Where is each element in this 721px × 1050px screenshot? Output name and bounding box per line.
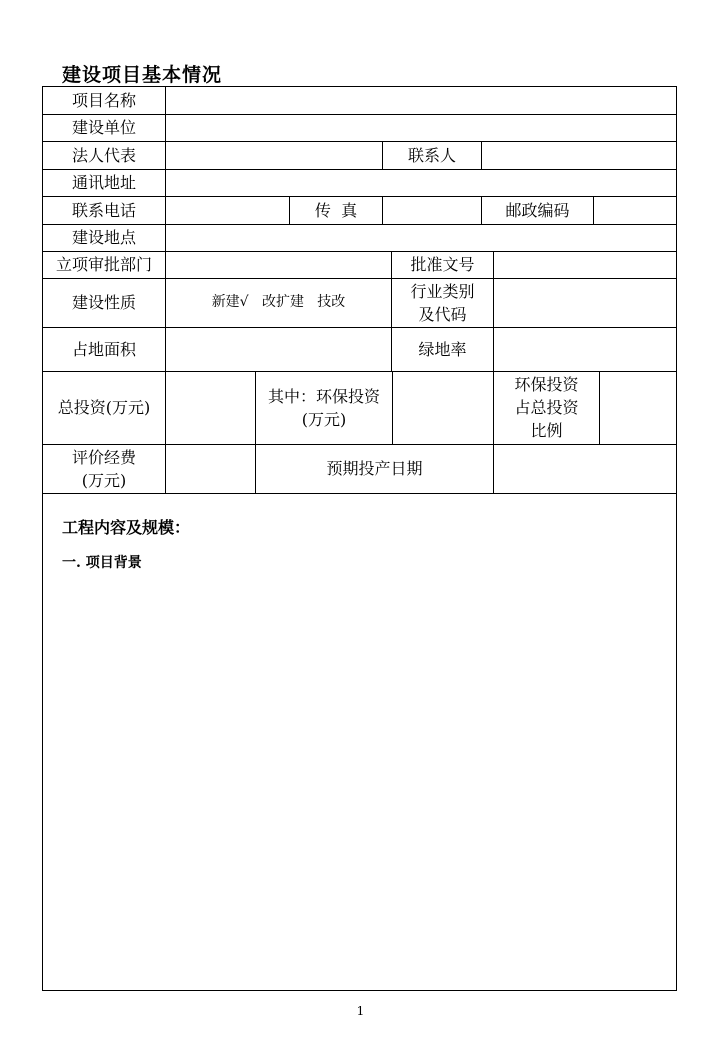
label-site: 建设地点 <box>71 228 136 247</box>
label-fee-line1: 评价经费 <box>71 447 136 467</box>
label-project-name: 项目名称 <box>71 91 136 110</box>
label-env-invest-line2: (万元) <box>301 409 347 429</box>
label-ratio-line2: 占总投资 <box>514 398 579 417</box>
start-date-field[interactable] <box>494 444 676 493</box>
env-invest-field[interactable] <box>393 371 493 444</box>
industry-field[interactable] <box>494 278 676 327</box>
nature-options[interactable]: 新建√ 改扩建 技改 <box>211 294 346 310</box>
label-fax: 传 真 <box>314 200 358 220</box>
approval-dept-field[interactable] <box>166 251 391 278</box>
contact-field[interactable] <box>482 141 676 169</box>
section-heading: 工程内容及规模： <box>62 518 191 537</box>
fee-field[interactable] <box>166 444 255 493</box>
page-number: 1 <box>356 1004 365 1018</box>
label-postcode: 邮政编码 <box>505 200 570 220</box>
phone-field[interactable] <box>166 196 289 224</box>
basic-info-form <box>42 86 677 991</box>
builder-field[interactable] <box>166 114 676 141</box>
green-field[interactable] <box>494 327 676 371</box>
label-phone: 联系电话 <box>71 200 136 220</box>
label-fee <box>43 444 165 493</box>
ratio-field[interactable] <box>600 371 676 444</box>
label-ratio <box>494 371 599 444</box>
area-field[interactable] <box>166 327 391 371</box>
label-approval-dept: 立项审批部门 <box>55 255 152 274</box>
invest-field[interactable] <box>166 371 255 444</box>
fax-field[interactable] <box>383 196 481 224</box>
label-ratio-line1: 环保投资 <box>514 375 579 394</box>
label-area: 占地面积 <box>71 339 136 359</box>
label-address: 通讯地址 <box>71 173 136 192</box>
label-nature: 建设性质 <box>71 293 136 312</box>
label-invest: 总投资(万元) <box>57 398 151 417</box>
legal-rep-field[interactable] <box>166 141 382 169</box>
label-fee-line2: (万元) <box>81 470 127 490</box>
postcode-field[interactable] <box>594 196 676 224</box>
approval-no-field[interactable] <box>494 251 676 278</box>
label-industry <box>392 278 493 327</box>
project-name-field[interactable] <box>166 87 676 114</box>
label-ratio-line3: 比例 <box>530 421 563 440</box>
label-env-invest <box>256 371 392 444</box>
label-start-date: 预期投产日期 <box>326 459 423 478</box>
site-field[interactable] <box>166 224 676 251</box>
label-builder: 建设单位 <box>71 118 136 137</box>
section-subheading: 一. 项目背景 <box>62 555 142 571</box>
label-green: 绿地率 <box>418 339 467 359</box>
label-industry-line1: 行业类别 <box>410 281 475 301</box>
label-industry-line2: 及代码 <box>418 304 467 324</box>
address-field[interactable] <box>166 169 676 196</box>
label-approval-no: 批准文号 <box>410 255 475 274</box>
page-title: 建设项目基本情况 <box>62 64 223 86</box>
label-contact: 联系人 <box>407 145 456 165</box>
label-legal-rep: 法人代表 <box>71 145 136 165</box>
label-env-invest-line1: 其中：环保投资 <box>267 386 380 406</box>
